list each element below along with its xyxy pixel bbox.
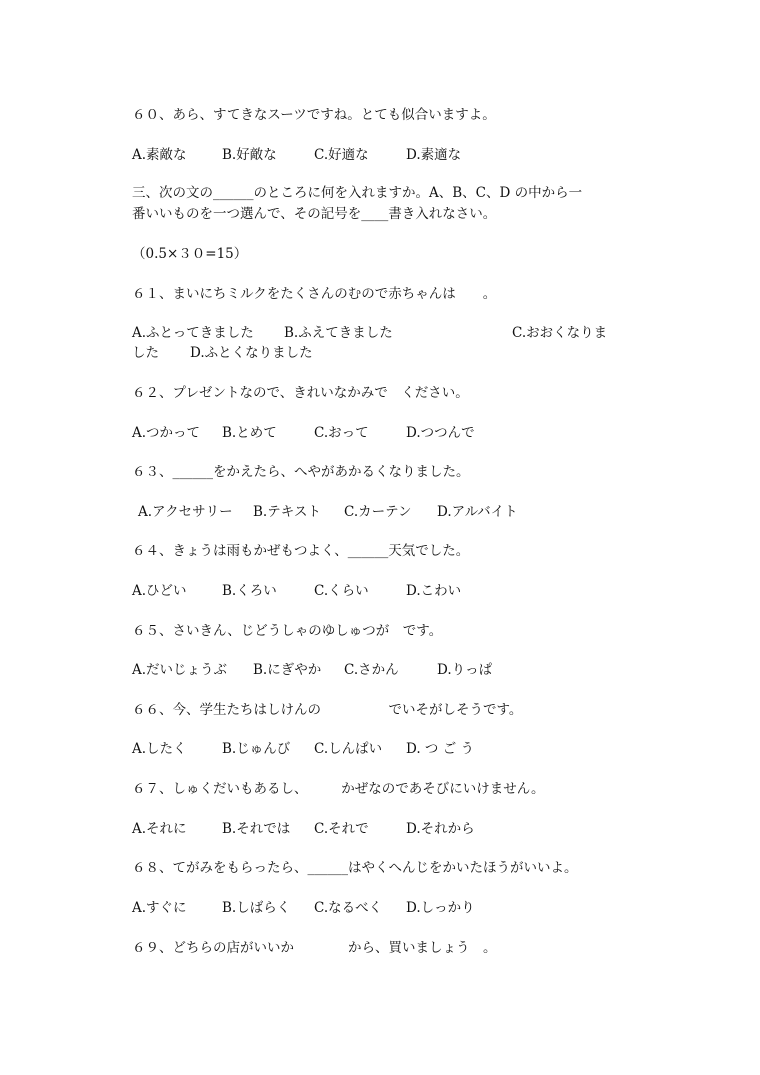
q64-option-b: B.くろい: [222, 583, 277, 599]
q62-option-a: A.つかって: [132, 425, 201, 441]
q60-option-c: C.好適な: [314, 147, 369, 163]
q64-option-a: A.ひどい: [132, 583, 187, 599]
q60-option-a: A.素敵な: [132, 147, 187, 163]
q68-option-c: C.なるべく: [314, 900, 383, 916]
q63-option-b: B.テキスト: [253, 504, 321, 520]
q64-option-d: D.こわい: [406, 583, 462, 599]
q65-option-a: A.だいじょうぶ: [132, 662, 228, 678]
question-66: ６６、今、学生たちはしけんの でいそがしそうです。: [132, 702, 523, 718]
q68-option-b: B.しばらく: [222, 900, 291, 916]
q67-option-c: C.それで: [314, 821, 369, 837]
q61-option-a: A.ふとってきました: [132, 325, 254, 341]
q66-option-b: B.じゅんび: [222, 741, 291, 757]
q60-option-d: D.素適な: [406, 147, 462, 163]
q66-option-a: A.したく: [132, 741, 187, 757]
q61-option-d: D.ふとくなりました: [190, 345, 313, 361]
question-60: ６０、あら、すてきなスーツですね。とても似合いますよ。: [132, 107, 496, 123]
q65-option-c: C.さかん: [344, 662, 399, 678]
question-68: ６８、てがみをもらったら、______はやくへんじをかいたほうがいいよ。: [132, 860, 578, 876]
question-69: ６９、どちらの店がいいか から、買いましょう 。: [132, 940, 497, 956]
q63-option-a: A.アクセサリー: [138, 504, 233, 520]
q65-option-b: B.にぎやか: [253, 662, 322, 678]
q64-option-c: C.くらい: [314, 583, 369, 599]
q67-option-b: B.それでは: [222, 821, 291, 837]
question-62: ６２、プレゼントなので、きれいなかみで ください。: [132, 385, 469, 401]
q68-option-d: D.しっかり: [406, 900, 475, 916]
question-64: ６４、きょうは雨もかぜもつよく、______天気でした。: [132, 543, 470, 559]
question-61: ６１、まいにちミルクをたくさんのむので赤ちゃんは 。: [132, 286, 497, 302]
q67-option-d: D.それから: [406, 821, 475, 837]
q61-option-b: B.ふえてきました: [284, 325, 393, 341]
q61-option-c: C.おおくなりま: [512, 325, 608, 341]
q61-option-c-continued: した: [132, 345, 159, 361]
q63-option-d: D.アルバイト: [437, 504, 518, 520]
section-3-instruction-line-1: 三、次の文の______のところに何を入れますか。A、B、C、D の中から一: [132, 185, 583, 201]
q65-option-d: D.りっぱ: [437, 662, 493, 678]
q62-option-d: D.つつんで: [406, 425, 475, 441]
q62-option-b: B.とめて: [222, 425, 277, 441]
question-65: ６５、さいきん、じどうしゃのゆしゅつが です。: [132, 623, 443, 639]
q68-option-a: A.すぐに: [132, 900, 187, 916]
q63-option-c: C.カーテン: [344, 504, 412, 520]
question-67: ６７、しゅくだいもあるし、 かぜなのであそびにいけません。: [132, 781, 545, 797]
q66-option-c: C.しんぱい: [314, 741, 383, 757]
q66-option-d: D. つ ご う: [406, 741, 475, 757]
q60-option-b: B.好敵な: [222, 147, 277, 163]
section-3-instruction-line-2: 番いいものを一つ選んで、その記号を____書き入れなさい。: [132, 206, 497, 222]
section-3-points: （0.5×３０=15）: [132, 246, 248, 262]
q62-option-c: C.おって: [314, 425, 369, 441]
q67-option-a: A.それに: [132, 821, 187, 837]
question-63: ６３、______をかえたら、へやがあかるくなりました。: [132, 464, 470, 480]
